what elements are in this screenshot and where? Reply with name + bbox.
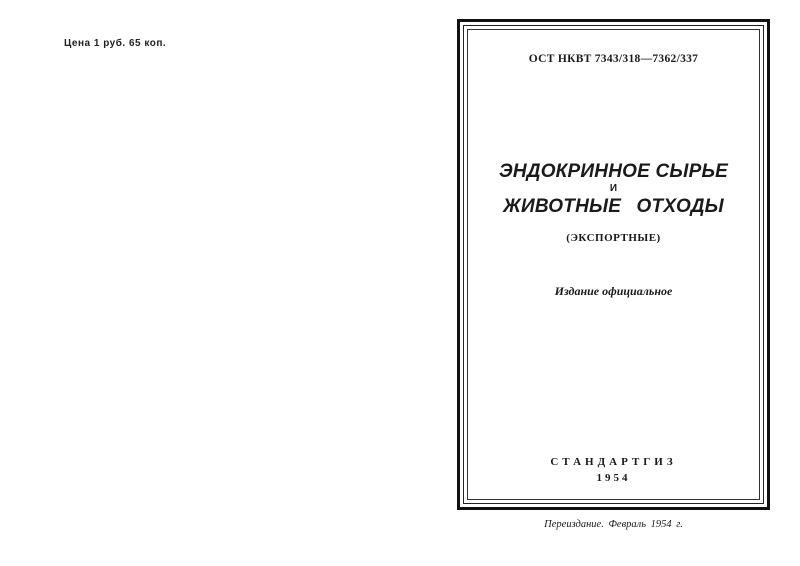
cover-frame-inner (467, 29, 760, 500)
publisher-name: СТАНДАРТГИЗ (550, 456, 677, 468)
reprint-note: Переиздание. Февраль 1954 г. (544, 519, 683, 530)
subtitle: (ЭКСПОРТНЫЕ) (566, 232, 661, 244)
title-line-1: ЭНДОКРИННОЕ СЫРЬЕ (499, 161, 728, 182)
publication-year: 1954 (596, 472, 631, 484)
title-conjunction: И (609, 183, 618, 194)
title-line-2: ЖИВОТНЫЕ ОТХОДЫ (503, 196, 724, 217)
edition-note: Издание официальное (554, 284, 673, 298)
price-label: Цена 1 руб. 65 коп. (64, 38, 167, 49)
standard-code: ОСТ НКВТ 7343/318—7362/337 (528, 53, 699, 65)
